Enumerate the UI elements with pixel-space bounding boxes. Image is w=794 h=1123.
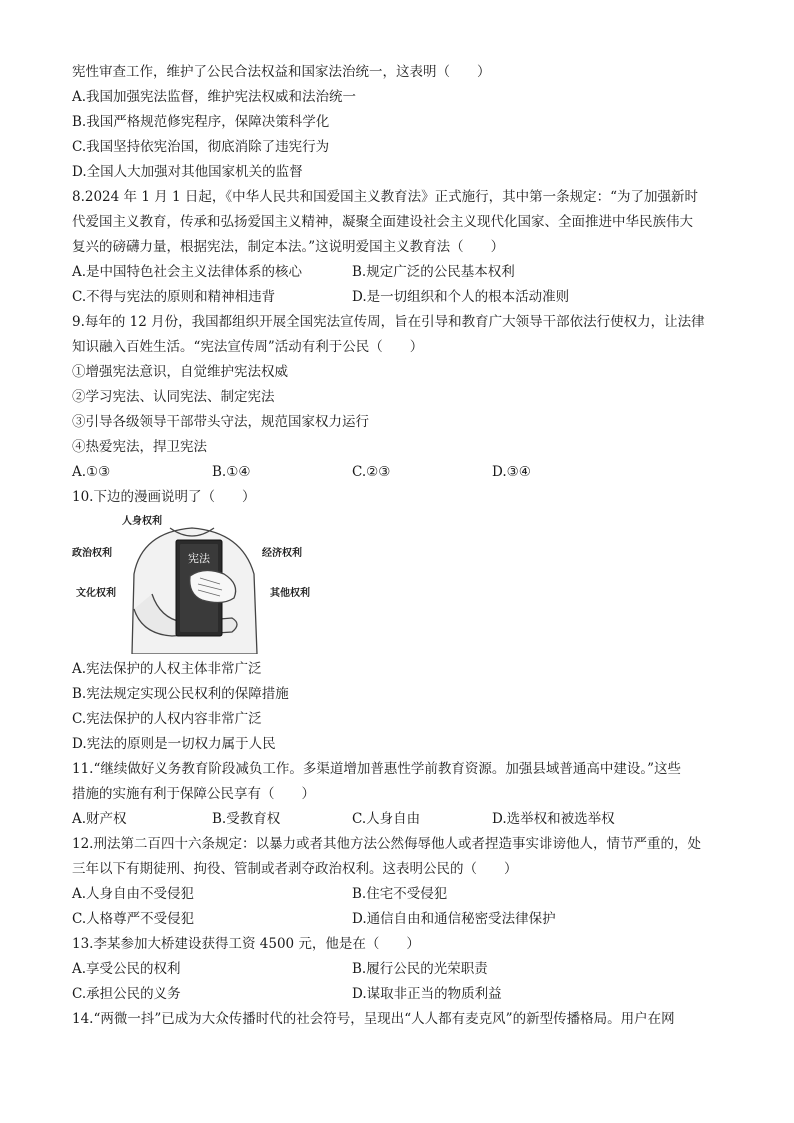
- question-12-option-b[interactable]: B.住宅不受侵犯: [352, 886, 448, 902]
- question-13-option-c[interactable]: C.承担公民的义务: [72, 986, 181, 1002]
- question-8-option-c[interactable]: C.不得与宪法的原则和精神相违背: [72, 289, 276, 305]
- question-10-stem: 10.下边的漫画说明了（ ）: [72, 489, 256, 505]
- question-13-stem: 13.李某参加大桥建设获得工资 4500 元，他是在（ ）: [72, 936, 420, 952]
- question-12-option-a[interactable]: A.人身自由不受侵犯: [72, 886, 195, 902]
- question-8-stem-line-1: 8.2024 年 1 月 1 日起，《中华人民共和国爱国主义教育法》正式施行，其中第一条规定：“为了加强新时: [72, 189, 699, 205]
- cartoon-book-title: 宪法: [188, 552, 210, 565]
- question-9-statement-2: ②学习宪法、认同宪法、制定宪法: [72, 389, 275, 405]
- question-11-option-c[interactable]: C.人身自由: [352, 811, 421, 827]
- question-9-statement-4: ④热爱宪法，捍卫宪法: [72, 439, 207, 455]
- question-10-option-d[interactable]: D.宪法的原则是一切权力属于人民: [72, 736, 276, 752]
- cartoon-label-right-2: 其他权利: [270, 588, 310, 599]
- question-11-option-a[interactable]: A.财产权: [72, 811, 127, 827]
- question-7-stem-tail: 宪性审查工作，维护了公民合法权益和国家法治统一，这表明（ ）: [72, 64, 491, 80]
- question-14-stem-line-1: 14.“两微一抖”已成为大众传播时代的社会符号，呈现出“人人都有麦克风”的新型传播格局。用户在网: [72, 1011, 675, 1027]
- question-12-stem-line-1: 12.刑法第二百四十六条规定：以暴力或者其他方法公然侮辱他人或者捏造事实诽谤他人，情节严重的，处: [72, 836, 701, 852]
- question-10-option-b[interactable]: B.宪法规定实现公民权利的保障措施: [72, 686, 289, 702]
- question-8-stem-line-2: 代爱国主义教育，传承和弘扬爱国主义精神，凝聚全面建设社会主义现代化国家、全面推进中华民族伟大: [72, 214, 693, 230]
- question-11-option-d[interactable]: D.选举权和被选举权: [492, 811, 615, 827]
- question-9-option-d[interactable]: D.③④: [492, 464, 531, 480]
- question-11-stem-line-2: 措施的实施有利于保障公民享有（ ）: [72, 786, 315, 802]
- question-11-option-b[interactable]: B.受教育权: [212, 811, 281, 827]
- question-8-option-d[interactable]: D.是一切组织和个人的根本活动准则: [352, 289, 570, 305]
- question-10-option-c[interactable]: C.宪法保护的人权内容非常广泛: [72, 711, 262, 727]
- question-7-option-a[interactable]: A.我国加强宪法监督，维护宪法权威和法治统一: [72, 89, 357, 105]
- question-7-option-b[interactable]: B.我国严格规范修宪程序，保障决策科学化: [72, 114, 330, 130]
- question-13-option-a[interactable]: A.享受公民的权利: [72, 961, 181, 977]
- question-8-option-a[interactable]: A.是中国特色社会主义法律体系的核心: [72, 264, 303, 280]
- question-12-option-c[interactable]: C.人格尊严不受侵犯: [72, 911, 195, 927]
- question-9-stem-line-2: 知识融入百姓生活。“宪法宣传周”活动有利于公民（ ）: [72, 339, 424, 355]
- question-12-option-d[interactable]: D.通信自由和通信秘密受法律保护: [352, 911, 556, 927]
- cartoon-label-top: 人身权利: [122, 516, 162, 527]
- question-13-option-d[interactable]: D.谋取非正当的物质利益: [352, 986, 502, 1002]
- question-12-stem-line-2: 三年以下有期徒刑、拘役、管制或者剥夺政治权利。这表明公民的（ ）: [72, 861, 518, 877]
- question-9-option-a[interactable]: A.①③: [72, 464, 111, 480]
- question-9-statement-1: ①增强宪法意识，自觉维护宪法权威: [72, 364, 288, 380]
- constitution-cartoon: [72, 514, 316, 654]
- question-9-option-b[interactable]: B.①④: [212, 464, 251, 480]
- question-9-stem-line-1: 9.每年的 12 月份，我国都组织开展全国宪法宣传周，旨在引导和教育广大领导干部依法行使权力，让法律: [72, 314, 705, 330]
- question-8-option-b[interactable]: B.规定广泛的公民基本权利: [352, 264, 515, 280]
- question-8-stem-line-3: 复兴的磅礴力量，根据宪法，制定本法。”这说明爱国主义教育法（ ）: [72, 239, 505, 255]
- cartoon-label-left-2: 文化权利: [76, 588, 116, 599]
- question-11-stem-line-1: 11.“继续做好义务教育阶段减负工作。多渠道增加普惠性学前教育资源。加强县域普通高中建设。”这些: [72, 761, 682, 777]
- question-9-option-c[interactable]: C.②③: [352, 464, 391, 480]
- question-9-statement-3: ③引导各级领导干部带头守法，规范国家权力运行: [72, 414, 369, 430]
- cartoon-label-right-1: 经济权利: [262, 548, 302, 559]
- question-13-option-b[interactable]: B.履行公民的光荣职责: [352, 961, 488, 977]
- question-7-option-c[interactable]: C.我国坚持依宪治国，彻底消除了违宪行为: [72, 139, 330, 155]
- cartoon-label-left-1: 政治权利: [72, 548, 112, 559]
- question-10-option-a[interactable]: A.宪法保护的人权主体非常广泛: [72, 661, 262, 677]
- question-7-option-d[interactable]: D.全国人大加强对其他国家机关的监督: [72, 164, 303, 180]
